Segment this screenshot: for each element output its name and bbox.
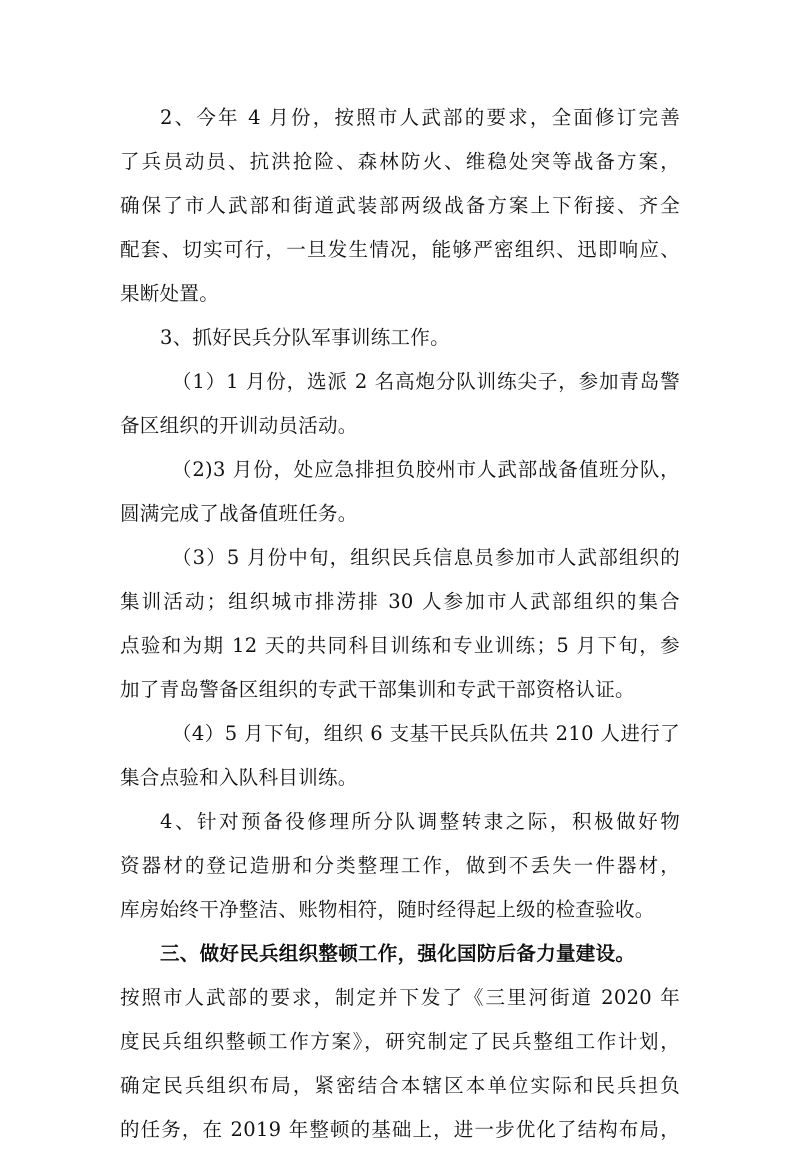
item-3-line-1: （3）5 月份中旬，组织民兵信息员参加市人武部组织的 <box>172 546 680 569</box>
paragraph-2-line-5: 果断处置。 <box>120 282 220 305</box>
section-3-line-3: 确定民兵组织布局，紧密结合本辖区本单位实际和民兵担负 <box>120 1074 680 1097</box>
paragraph-2-line-1: 2、今年 4 月份，按照市人武部的要求，全面修订完善 <box>160 106 680 129</box>
section-3-line-4: 的任务，在 2019 年整顿的基础上，进一步优化了结构布局， <box>120 1118 680 1141</box>
item-2-line-1: （2)3 月份，处应急排担负胶州市人武部战备值班分队， <box>172 458 680 481</box>
paragraph-4-line-2: 资器材的登记造册和分类整理工作，做到不丢失一件器材， <box>120 854 680 877</box>
item-1-line-1: （1）1 月份，选派 2 名高炮分队训练尖子，参加青岛警 <box>172 370 680 393</box>
item-3-line-2: 集训活动；组织城市排涝排 30 人参加市人武部组织的集合 <box>120 590 680 613</box>
paragraph-4-line-1: 4、针对预备役修理所分队调整转隶之际，积极做好物 <box>160 810 680 833</box>
paragraph-2-line-3: 确保了市人武部和街道武装部两级战备方案上下衔接、齐全 <box>120 194 680 217</box>
item-1-line-2: 备区组织的开训动员活动。 <box>120 414 358 437</box>
item-3-line-4: 加了青岛警备区组织的专武干部集训和专武干部资格认证。 <box>120 678 635 701</box>
paragraph-2-line-4: 配套、切实可行，一旦发生情况，能够严密组织、迅即响应、 <box>120 238 680 261</box>
item-4-line-1: （4）5 月下旬，组织 6 支基干民兵队伍共 210 人进行了 <box>172 722 680 745</box>
item-2-line-2: 圆满完成了战备值班任务。 <box>120 502 358 525</box>
item-4-line-2: 集合点验和入队科目训练。 <box>120 766 358 789</box>
paragraph-4-line-3: 库房始终干净整洁、账物相符，随时经得起上级的检查验收。 <box>120 898 655 921</box>
section-3-line-1: 按照市人武部的要求，制定并下发了《三里河街道 2020 年 <box>120 986 680 1009</box>
section-3-heading: 三、做好民兵组织整顿工作，强化国防后备力量建设。 <box>160 942 636 965</box>
paragraph-2-line-2: 了兵员动员、抗洪抢险、森林防火、维稳处突等战备方案， <box>120 150 680 173</box>
item-3-line-3: 点验和为期 12 天的共同科目训练和专业训练；5 月下旬，参 <box>120 634 680 657</box>
paragraph-3-heading: 3、抓好民兵分队军事训练工作。 <box>160 326 450 349</box>
section-3-line-2: 度民兵组织整顿工作方案》，研究制定了民兵整组工作计划， <box>120 1030 680 1053</box>
